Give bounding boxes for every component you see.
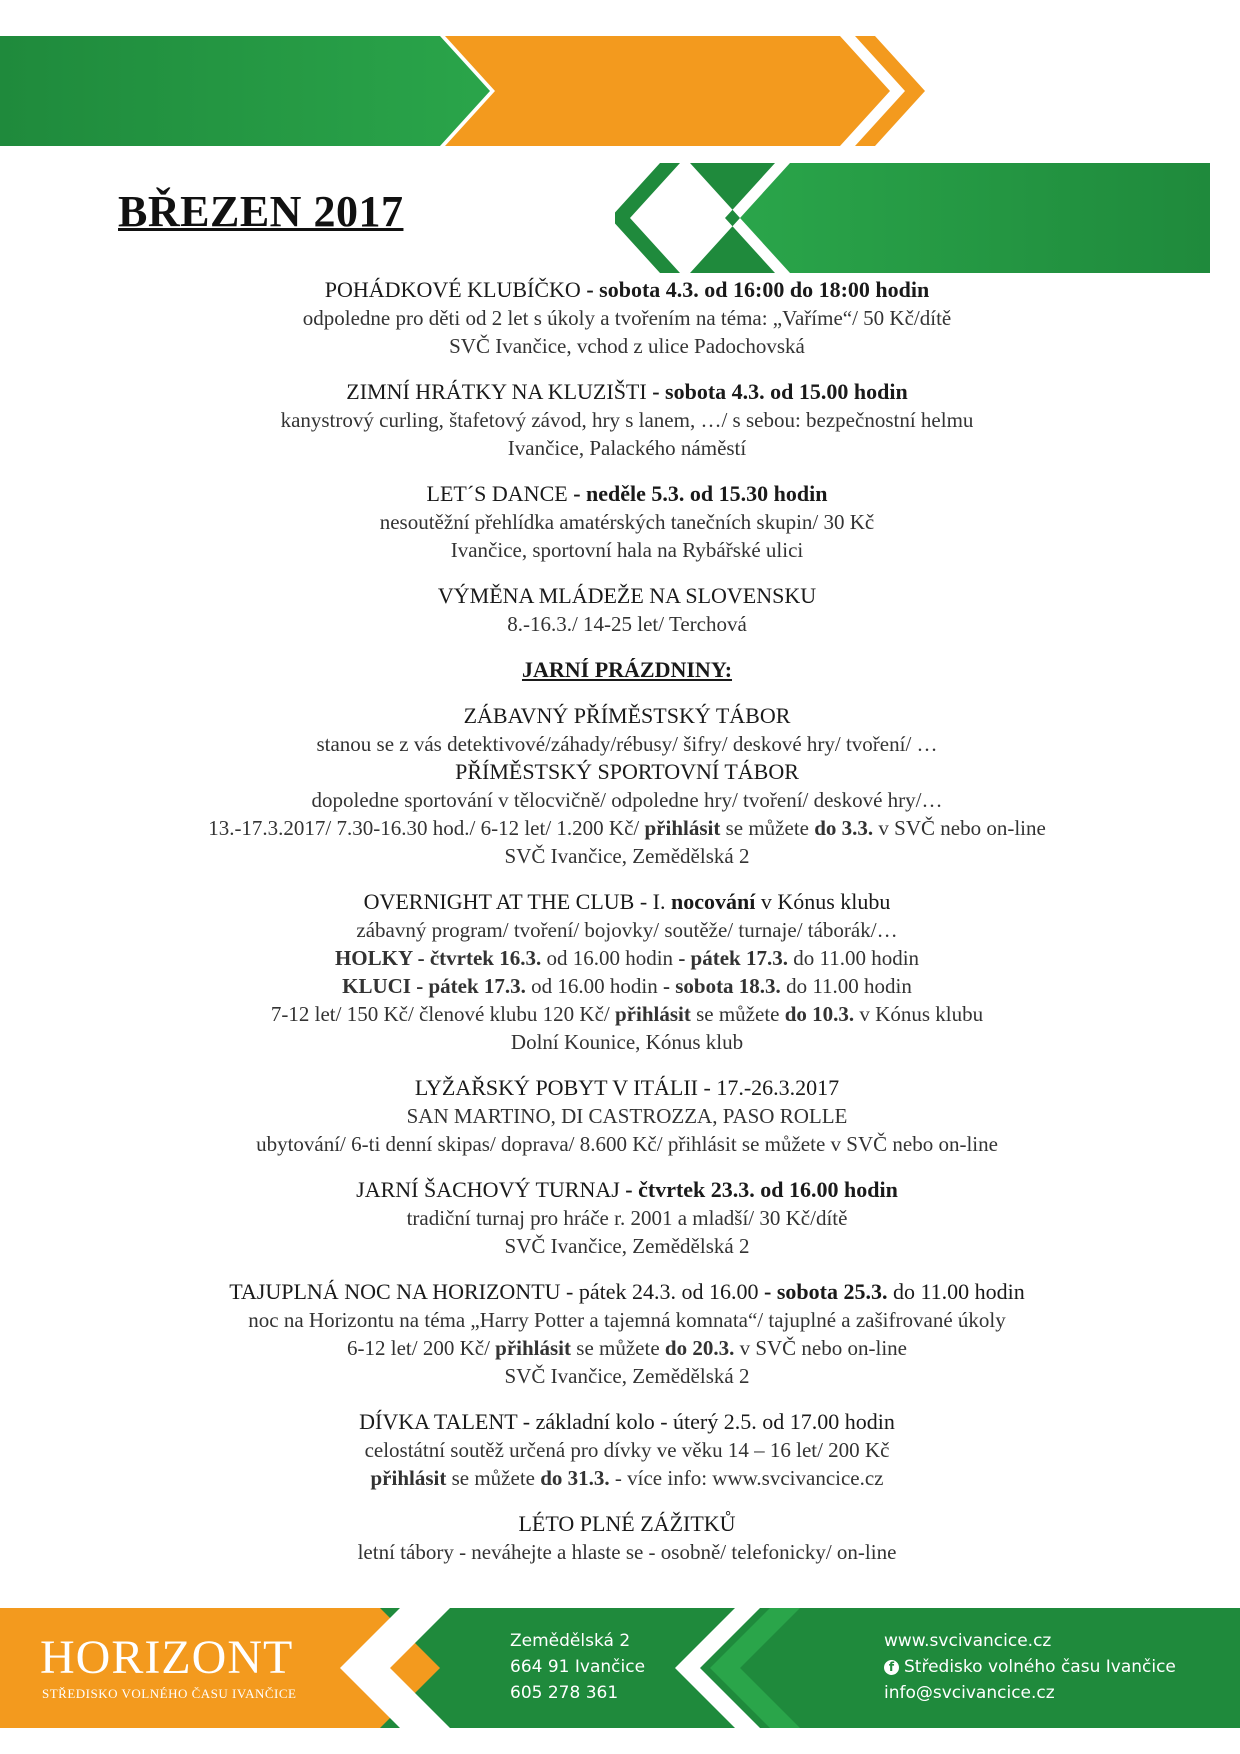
right-green-arrow [740, 163, 1210, 273]
event-place: SVČ Ivančice, Zemědělská 2 [504, 1234, 750, 1258]
event-place: SVČ Ivančice, Zemědělská 2 [504, 844, 750, 868]
event-zabavny-tabor [0, 702, 1240, 758]
event-name: LET´S DANCE [426, 481, 568, 506]
event-dance [0, 480, 1240, 564]
info-register: přihlásit [370, 1466, 447, 1490]
event-time: - neděle 5.3. od 15.30 hodin [567, 481, 828, 506]
phone: 605 278 361 [510, 1683, 619, 1703]
event-time: od 16.00 [676, 1279, 764, 1304]
event-description: celostátní soutěž určená pro dívky ve věku 14 – 16 let/ 200 Kč [364, 1438, 890, 1462]
email-link[interactable]: info@svcivancice.cz [884, 1683, 1055, 1703]
info-text: 7-12 let/ 150 Kč/ členové klubu 120 Kč/ [270, 1002, 615, 1026]
event-name-part: I. [647, 889, 671, 914]
event-time: - čtvrtek 23.3. od 16.00 hodin [619, 1177, 898, 1202]
event-place: SVČ Ivančice, Zemědělská 2 [504, 1364, 750, 1388]
kluci-text: do 11.00 hodin [780, 974, 912, 998]
event-name: ZÁBAVNÝ PŘÍMĚSTSKÝ TÁBOR [463, 703, 791, 728]
right-green-chevron-1 [615, 163, 680, 273]
event-heading [0, 888, 1240, 916]
footer-contacts [884, 1628, 1176, 1706]
section-jarni-prazdniny [0, 656, 1240, 684]
right-decorative-banner [615, 163, 1210, 273]
event-lyzarsky [0, 1074, 1240, 1158]
event-place: SVČ Ivančice, vchod z ulice Padochovská [449, 334, 805, 358]
event-info [0, 1334, 1240, 1362]
event-name: POHÁDKOVÉ KLUBÍČKO [324, 277, 581, 302]
info-register: přihlásit [614, 1002, 691, 1026]
event-info [0, 814, 1240, 842]
event-klubicko [0, 276, 1240, 360]
events-list [0, 276, 1240, 1584]
info-text: se můžete [720, 816, 815, 840]
event-description: ubytování/ 6-ti denní skipas/ doprava/ 8.600 Kč/ přihlásit se můžete v SVČ nebo on-line [256, 1132, 998, 1156]
kluci-end: - sobota 18.3. [662, 974, 781, 998]
event-place: Ivančice, Palackého náměstí [507, 436, 747, 460]
event-time: - sobota 4.3. od 16:00 do 18:00 hodin [580, 277, 930, 302]
event-divka [0, 1408, 1240, 1492]
info-text: v Kónus klubu [854, 1002, 984, 1026]
footer-address [510, 1628, 645, 1706]
website-link[interactable]: www.svcivancice.cz [884, 1631, 1052, 1651]
info-text: 13.-17.3.2017/ 7.30-16.30 hod./ 6-12 let/ 1.200 Kč/ [208, 816, 645, 840]
event-description: nesoutěžní přehlídka amatérských tanečních skupin/ 30 Kč [379, 510, 875, 534]
info-deadline: do 20.3. [664, 1336, 735, 1360]
holky-end: - pátek 17.3. [678, 946, 788, 970]
event-name: OVERNIGHT AT THE CLUB - [363, 889, 648, 914]
info-text: se můžete [690, 1002, 785, 1026]
holky-start: HOLKY - čtvrtek 16.3. [334, 946, 542, 970]
facebook-icon: f [884, 1660, 899, 1675]
event-info [0, 1000, 1240, 1028]
event-place: Dolní Kounice, Kónus klub [510, 1030, 744, 1054]
event-time: - sobota 25.3. [764, 1279, 888, 1304]
event-heading [0, 1176, 1240, 1204]
event-heading [0, 276, 1240, 304]
info-text: 6-12 let/ 200 Kč/ [347, 1336, 496, 1360]
event-description: noc na Horizontu na téma „Harry Potter a tajemná komnata“/ tajuplné a zašifrované úkoly [248, 1308, 1006, 1332]
event-name: LYŽAŘSKÝ POBYT V ITÁLII - 17.-26.3.2017 [414, 1075, 840, 1100]
event-name: LÉTO PLNÉ ZÁŽITKŮ [518, 1511, 736, 1536]
event-heading [0, 1278, 1240, 1306]
info-text: v SVČ nebo on-line [873, 816, 1046, 840]
info-text: se můžete [446, 1466, 541, 1490]
kluci-start: KLUCI - pátek 17.3. [342, 974, 526, 998]
section-heading: JARNÍ PRÁZDNINY: [521, 657, 733, 682]
event-heading [0, 378, 1240, 406]
info-text: v SVČ nebo on-line [734, 1336, 907, 1360]
event-name: TAJUPLNÁ NOC NA HORIZONTU - pátek 24.3. [229, 1279, 676, 1304]
event-overnight [0, 888, 1240, 1056]
event-description: 8.-16.3./ 14-25 let/ Terchová [507, 612, 747, 636]
event-info [0, 1464, 1240, 1492]
top-orange-arrow [445, 36, 890, 146]
event-heading [0, 480, 1240, 508]
info-text: - více info: www.svcivancice.cz [609, 1466, 884, 1490]
event-holky [0, 944, 1240, 972]
event-description: tradiční turnaj pro hráče r. 2001 a mladší/ 30 Kč/dítě [406, 1206, 848, 1230]
event-name-part: v Kónus klubu [755, 889, 891, 914]
street: Zemědělská 2 [510, 1631, 631, 1651]
event-description: dopoledne sportování v tělocvičně/ odpoledne hry/ tvoření/ deskové hry/… [311, 788, 943, 812]
event-time: - sobota 4.3. od 15.00 hodin [646, 379, 908, 404]
event-name: VÝMĚNA MLÁDEŽE NA SLOVENSKU [437, 583, 817, 608]
event-name-part: nocování [670, 889, 756, 914]
holky-text: od 16.00 hodin [541, 946, 679, 970]
event-kluci [0, 972, 1240, 1000]
event-description: stanou se z vás detektivové/záhady/rébusy/ šifry/ deskové hry/ tvoření/ … [316, 732, 938, 756]
event-kluziste [0, 378, 1240, 462]
top-green-arrow [0, 36, 490, 146]
event-name: JARNÍ ŠACHOVÝ TURNAJ [356, 1177, 620, 1202]
info-deadline: do 3.3. [814, 816, 874, 840]
event-description: zábavný program/ tvoření/ bojovky/ soutěže/ turnaje/ táborák/… [356, 918, 898, 942]
city: 664 91 Ivančice [510, 1657, 646, 1677]
event-place: Ivančice, sportovní hala na Rybářské ulici [450, 538, 804, 562]
facebook-label: Středisko volného času Ivančice [904, 1657, 1176, 1677]
info-deadline: do 10.3. [784, 1002, 855, 1026]
page-title: BŘEZEN 2017 [118, 187, 404, 236]
kluci-text: od 16.00 hodin [525, 974, 663, 998]
event-name: DÍVKA TALENT - základní kolo - úterý 2.5. od 17.00 hodin [359, 1409, 895, 1434]
event-vymena [0, 582, 1240, 638]
event-description: kanystrový curling, štafetový závod, hry s lanem, …/ s sebou: bezpečnostní helmu [280, 408, 974, 432]
event-time: do 11.00 hodin [887, 1279, 1025, 1304]
event-place: SAN MARTINO, DI CASTROZZA, PASO ROLLE [406, 1104, 848, 1128]
event-noc [0, 1278, 1240, 1390]
event-leto [0, 1510, 1240, 1566]
event-sach [0, 1176, 1240, 1260]
top-decorative-banner [0, 36, 1000, 146]
event-description: letní tábory - neváhejte a hlaste se - osobně/ telefonicky/ on-line [357, 1540, 897, 1564]
facebook-link[interactable] [884, 1654, 1176, 1680]
logo-subtitle: STŘEDISKO VOLNÉHO ČASU IVANČICE [42, 1686, 297, 1701]
info-deadline: do 31.3. [540, 1466, 610, 1490]
info-register: přihlásit [644, 816, 721, 840]
event-sportovni-tabor [0, 758, 1240, 870]
horizont-logo: HORIZONT [40, 1631, 294, 1684]
event-name: ZIMNÍ HRÁTKY NA KLUZIŠTI [346, 379, 647, 404]
event-description: odpoledne pro děti od 2 let s úkoly a tvořením na téma: „Vaříme“/ 50 Kč/dítě [302, 306, 952, 330]
info-register: přihlásit [495, 1336, 572, 1360]
event-name: PŘÍMĚSTSKÝ SPORTOVNÍ TÁBOR [455, 759, 799, 784]
info-text: se můžete [571, 1336, 665, 1360]
holky-text: do 11.00 hodin [787, 946, 920, 970]
